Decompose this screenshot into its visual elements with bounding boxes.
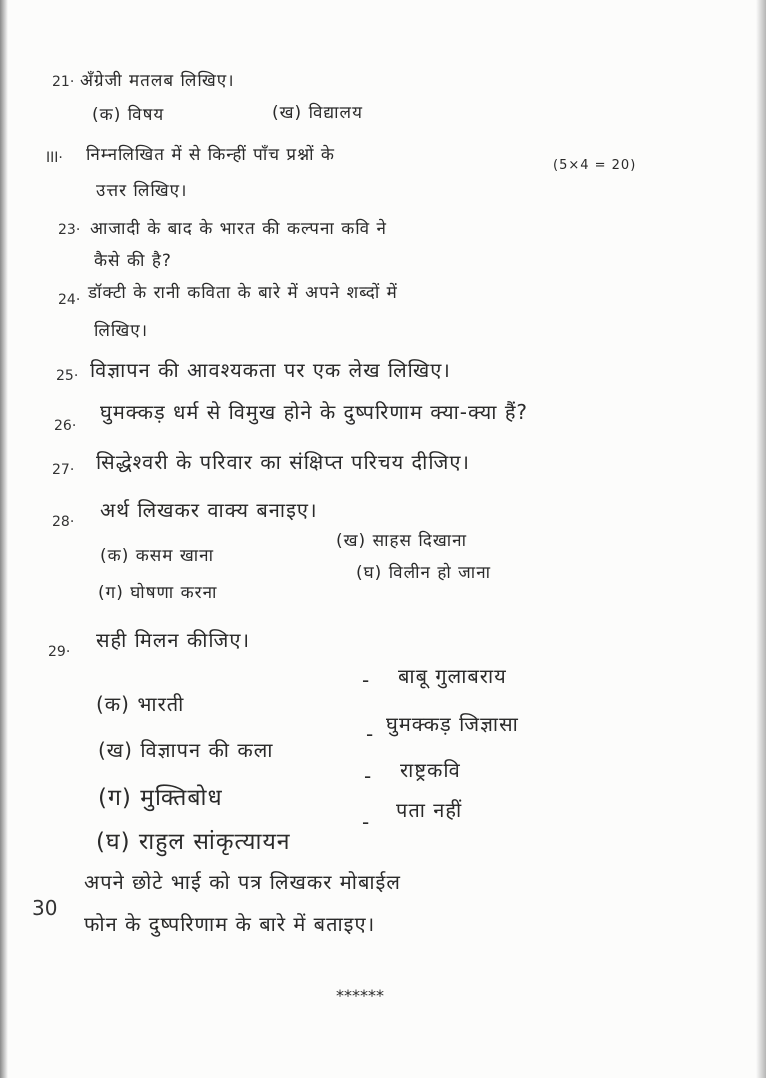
option-a: (क) कसम खाना <box>100 546 214 566</box>
match-right-item: राष्ट्रकवि <box>400 758 461 782</box>
question-text-cont: कैसे की है? <box>94 251 172 271</box>
question-number: 23· <box>58 222 81 238</box>
question-text: अपने छोटे भाई को पत्र लिखकर मोबाईल <box>84 870 401 894</box>
scan-edge-left <box>0 0 8 1078</box>
option-c: (ग) घोषणा करना <box>98 583 218 603</box>
question-number: 26· <box>54 418 77 434</box>
match-dash: - <box>362 668 371 692</box>
question-number: 24· <box>58 292 81 308</box>
question-text-cont: फोन के दुष्परिणाम के बारे में बताइए। <box>84 912 376 936</box>
question-text: अर्थ लिखकर वाक्य बनाइए। <box>100 498 318 522</box>
match-right-item: पता नहीं <box>396 798 463 822</box>
section-instruction-cont: उत्तर लिखिए। <box>96 181 188 201</box>
option-d: (घ) विलीन हो जाना <box>356 563 492 583</box>
match-dash: - <box>364 764 373 788</box>
question-text: डॉक्टी के रानी कविता के बारे में अपने शब्दों में <box>88 283 398 303</box>
option-b: (ख) विद्यालय <box>272 103 363 123</box>
question-text: सिद्धेश्वरी के परिवार का संक्षिप्त परिचय दीजिए। <box>96 450 470 474</box>
question-number: 28· <box>52 514 75 530</box>
match-left-item: (घ) राहुल सांकृत्यायन <box>96 829 291 855</box>
question-text: अँग्रेजी मतलब लिखिए। <box>80 71 235 91</box>
question-text: सही मिलन कीजिए। <box>96 628 251 652</box>
question-number: 27· <box>52 462 75 478</box>
question-number: 30 <box>32 896 58 920</box>
match-right-item: घुमक्कड़ जिज्ञासा <box>386 712 519 736</box>
match-dash: - <box>366 722 375 746</box>
question-text: घुमक्कड़ धर्म से विमुख होने के दुष्परिणाम क्या-क्या हैं? <box>100 400 529 424</box>
match-left-item: (ग) मुक्तिबोध <box>98 785 223 811</box>
question-number: 21· <box>52 74 75 90</box>
question-number: 25· <box>56 368 79 384</box>
question-text: विज्ञापन की आवश्यकता पर एक लेख लिखिए। <box>90 358 451 382</box>
match-left-item: (क) भारती <box>96 692 185 716</box>
option-a: (क) विषय <box>92 105 165 125</box>
section-instruction: निम्नलिखित में से किन्हीं पाँच प्रश्नों के <box>86 145 335 165</box>
section-marks: (5×4 = 20) <box>553 158 637 173</box>
question-text: आजादी के बाद के भारत की कल्पना कवि ने <box>90 219 387 239</box>
scan-edge-right <box>756 0 766 1078</box>
question-number: 29· <box>48 644 71 660</box>
question-text-cont: लिखिए। <box>94 321 149 341</box>
match-dash: - <box>362 810 371 834</box>
match-right-item: बाबू गुलाबराय <box>398 664 507 688</box>
option-b: (ख) साहस दिखाना <box>336 531 467 551</box>
section-number: III· <box>46 150 63 166</box>
match-left-item: (ख) विज्ञापन की कला <box>98 738 274 762</box>
end-marker: ****** <box>336 986 384 1005</box>
